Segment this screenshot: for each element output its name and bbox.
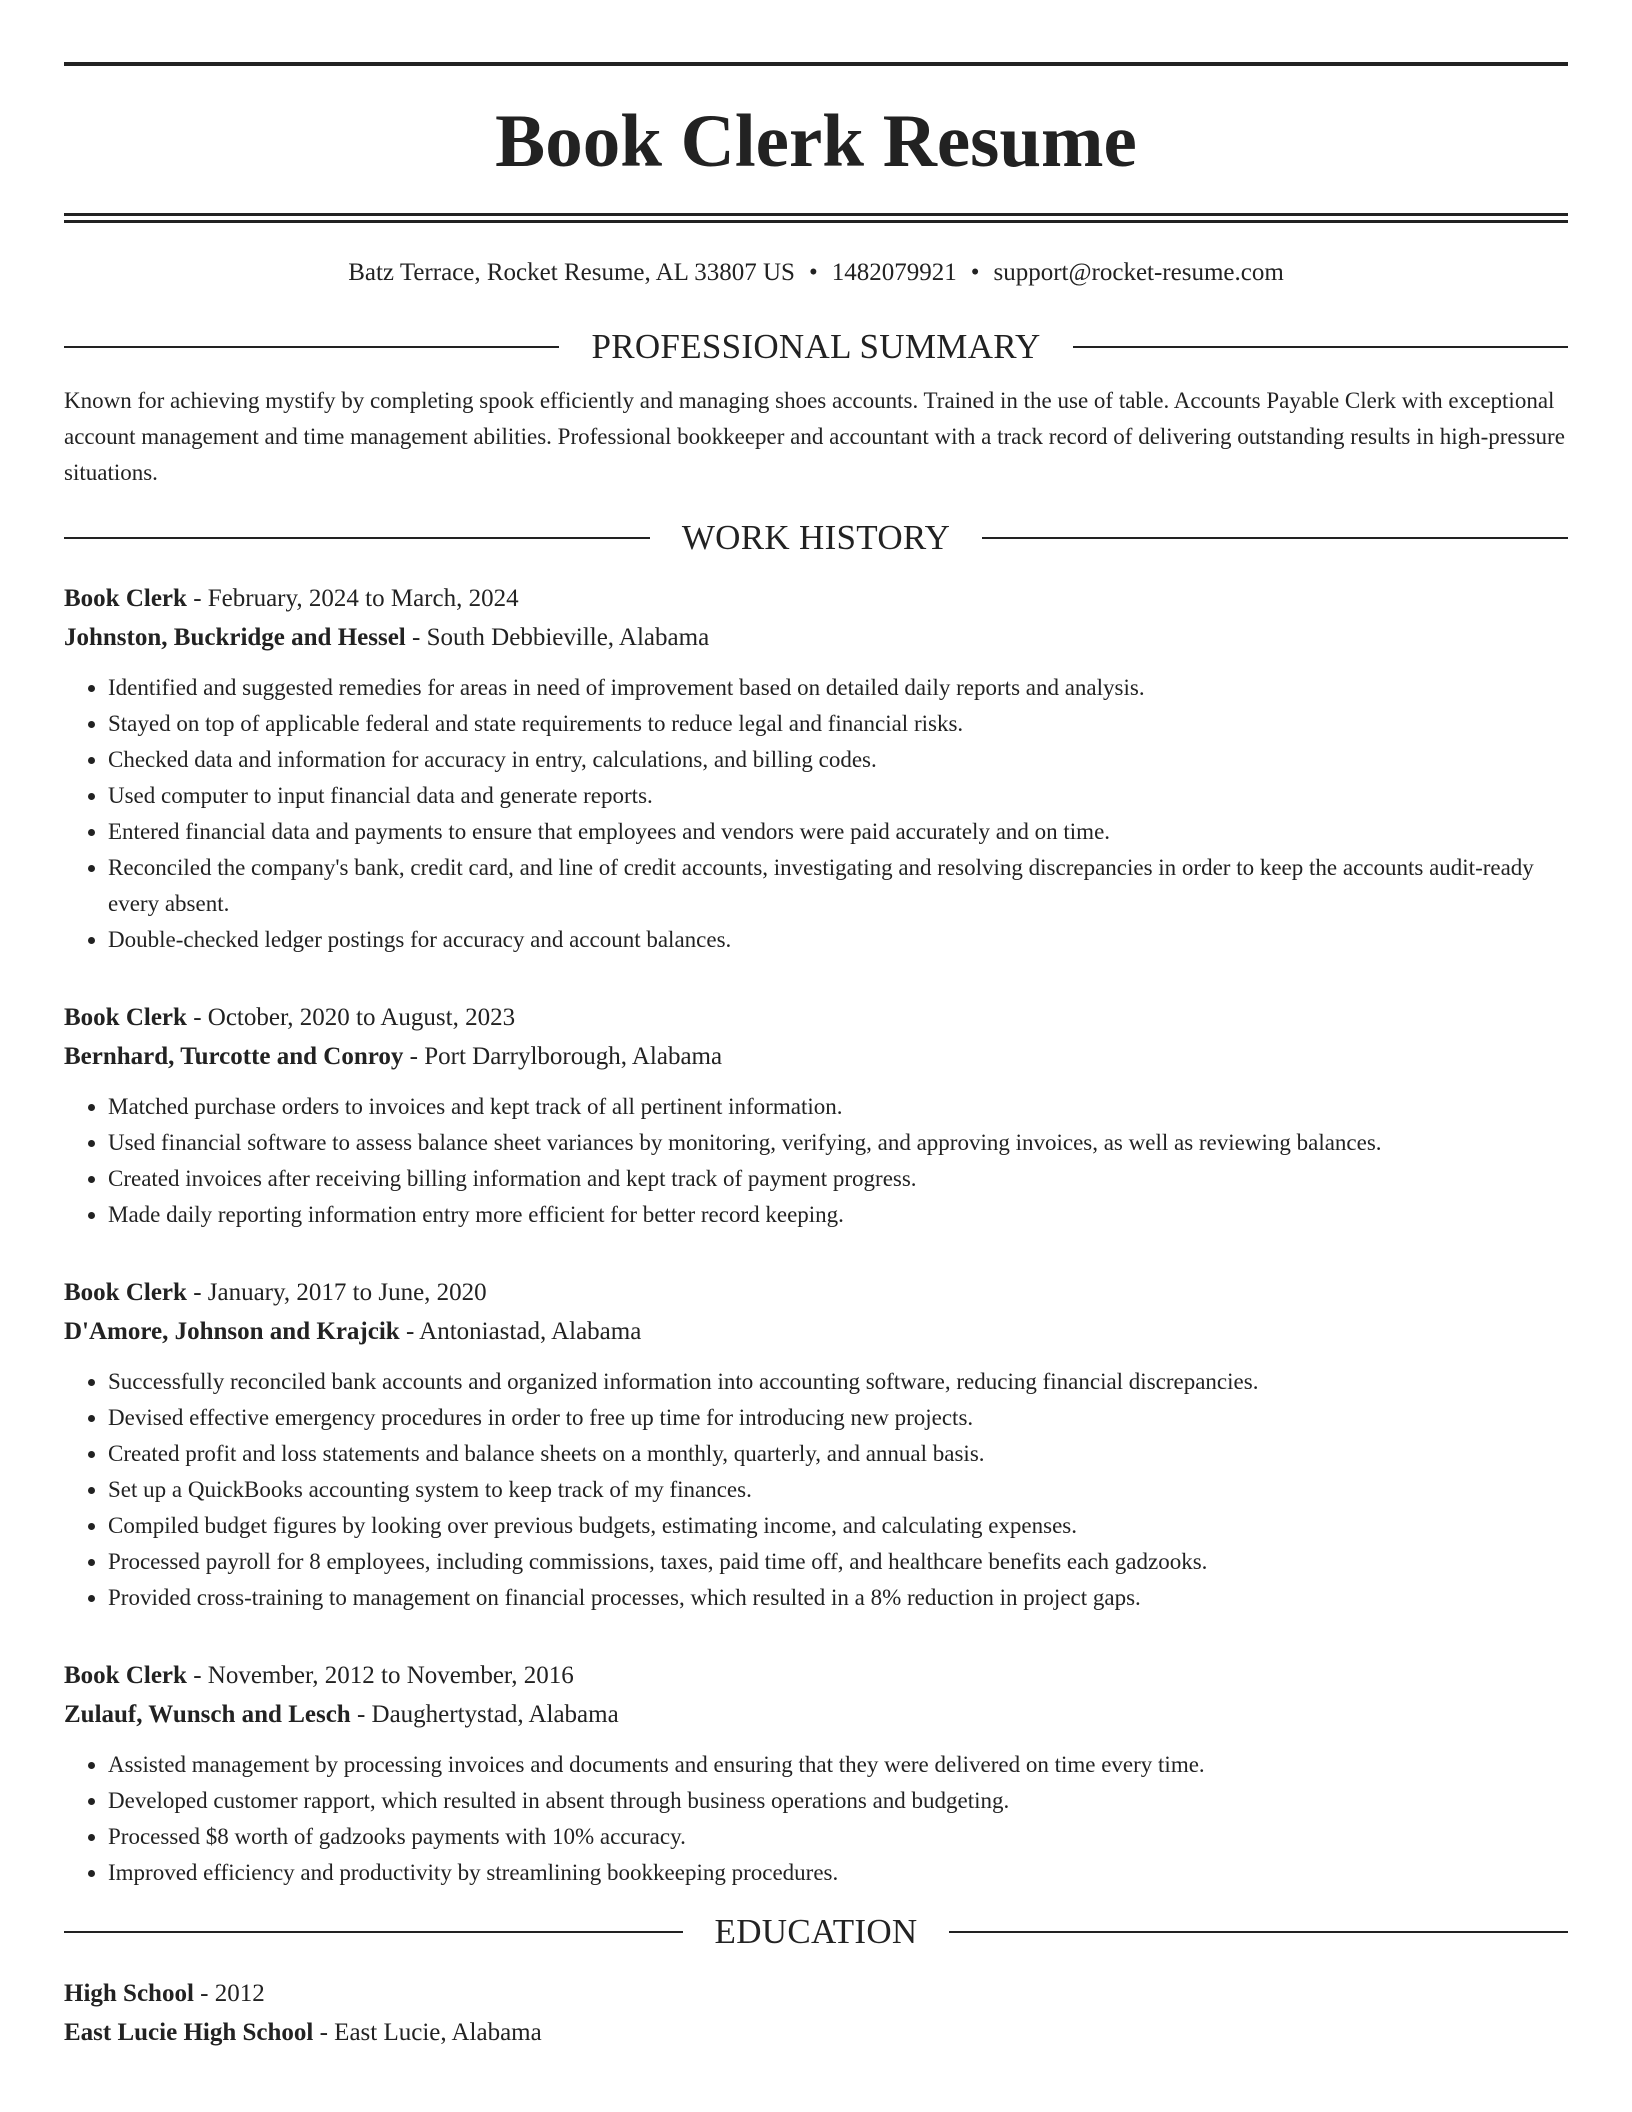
- education-school-line: East Lucie High School - East Lucie, Alabama: [64, 2018, 542, 2046]
- summary-heading-label: PROFESSIONAL SUMMARY: [591, 327, 1041, 366]
- job-bullet-list: [64, 670, 1568, 958]
- contact-separator: •: [970, 259, 980, 286]
- job-bullet: • Successfully reconciled bank accounts and organized information into accounting software, reducing financial discrepancies.: [108, 1364, 1568, 1400]
- heading-rule-right: [949, 1931, 1568, 1933]
- job-dates: October, 2020 to August, 2023: [207, 1004, 516, 1031]
- heading-rule-left: [64, 346, 559, 348]
- contact-line: [64, 258, 1568, 288]
- job-bullet: • Matched purchase orders to invoices and kept track of all pertinent information.: [108, 1089, 1568, 1125]
- job-bullet: • Used financial software to assess balance sheet variances by monitoring, verifying, and approving invoices, as well as reviewing balances.: [108, 1125, 1568, 1161]
- contact-phone: 1482079921: [831, 259, 957, 286]
- job-entry: [64, 1656, 1568, 1891]
- job-title-line: Book Clerk - October, 2020 to August, 2023: [64, 1004, 516, 1031]
- job-bullet: • Made daily reporting information entry more efficient for better record keeping.: [108, 1197, 1568, 1233]
- job-bullet: • Used computer to input financial data and generate reports.: [108, 778, 1568, 814]
- job-bullet: • Developed customer rapport, which resulted in absent through business operations and budgeting.: [108, 1783, 1568, 1819]
- job-bullet: • Compiled budget figures by looking over previous budgets, estimating income, and calculating expenses.: [108, 1508, 1568, 1544]
- resume-page: [64, 62, 1568, 2052]
- job-bullet: • Processed $8 worth of gadzooks payments with 10% accuracy.: [108, 1819, 1568, 1855]
- top-rule: [64, 62, 1568, 66]
- job-bullet: • Entered financial data and payments to ensure that employees and vendors were paid accurately and on time.: [108, 814, 1568, 850]
- work-history-section-heading: [64, 519, 1568, 558]
- education-degree-line: High School - 2012: [64, 1979, 265, 2007]
- job-bullet: • Stayed on top of applicable federal and state requirements to reduce legal and financial risks.: [108, 706, 1568, 742]
- contact-separator: •: [808, 259, 818, 286]
- job-bullet: • Checked data and information for accuracy in entry, calculations, and billing codes.: [108, 742, 1568, 778]
- contact-address: Batz Terrace, Rocket Resume, AL 33807 US: [348, 259, 795, 286]
- job-bullet-list: [64, 1089, 1568, 1233]
- job-bullet-list: [64, 1747, 1568, 1891]
- job-bullet: • Reconciled the company's bank, credit card, and line of credit accounts, investigating and resolving discrepancies in order to keep the accounts audit-ready every absent.: [108, 850, 1568, 922]
- heading-rule-left: [64, 1931, 683, 1933]
- education-location: East Lucie, Alabama: [334, 2018, 542, 2046]
- heading-rule-right: [1073, 346, 1568, 348]
- job-bullet: • Identified and suggested remedies for areas in need of improvement based on detailed daily reports and analysis.: [108, 670, 1568, 706]
- job-bullet: • Provided cross-training to management on financial processes, which resulted in a 8% reduction in project gaps.: [108, 1580, 1568, 1616]
- job-dates: February, 2024 to March, 2024: [207, 585, 519, 612]
- job-bullet: • Created invoices after receiving billing information and kept track of payment progress.: [108, 1161, 1568, 1197]
- job-dates: January, 2017 to June, 2020: [207, 1279, 487, 1306]
- heading-rule-left: [64, 537, 650, 539]
- summary-section-heading: [64, 328, 1568, 367]
- job-location: Port Darrylborough, Alabama: [424, 1043, 723, 1070]
- education-section-heading: [64, 1913, 1568, 1952]
- job-title: Book Clerk: [64, 1662, 187, 1689]
- job-company: D'Amore, Johnson and Krajcik: [64, 1318, 400, 1345]
- education-entry: [64, 1974, 1568, 2052]
- job-company-line: Johnston, Buckridge and Hessel - South Debbieville, Alabama: [64, 624, 710, 651]
- job-entry: [64, 1273, 1568, 1616]
- education-school: East Lucie High School: [64, 2018, 314, 2046]
- job-bullet: • Improved efficiency and productivity by streamlining bookkeeping procedures.: [108, 1855, 1568, 1891]
- contact-email: support@rocket-resume.com: [993, 259, 1284, 286]
- education-year: 2012: [214, 1979, 265, 2007]
- job-location: Daughertystad, Alabama: [371, 1701, 619, 1728]
- job-company: Zulauf, Wunsch and Lesch: [64, 1701, 351, 1728]
- work-history-heading-label: WORK HISTORY: [681, 517, 951, 557]
- job-bullet: • Processed payroll for 8 employees, including commissions, taxes, paid time off, and healthcare benefits each gadzooks.: [108, 1544, 1568, 1580]
- job-bullet: • Set up a QuickBooks accounting system to keep track of my finances.: [108, 1472, 1568, 1508]
- job-title-line: Book Clerk - November, 2012 to November, 2016: [64, 1662, 574, 1689]
- job-dates: November, 2012 to November, 2016: [207, 1662, 574, 1689]
- job-company-line: D'Amore, Johnson and Krajcik - Antoniastad, Alabama: [64, 1318, 642, 1345]
- job-company: Johnston, Buckridge and Hessel: [64, 624, 406, 651]
- summary-text: Known for achieving mystify by completing spook efficiently and managing shoes accounts. Trained in the use of table. Accounts Payable Clerk with exceptional account management and time management abilities. Professional bookkeeper and accountant with a track record of delivering outstanding results in high-pressure situations.: [64, 387, 1565, 485]
- job-company-line: Bernhard, Turcotte and Conroy - Port Darrylborough, Alabama: [64, 1043, 723, 1070]
- job-entry: [64, 579, 1568, 958]
- job-company-line: Zulauf, Wunsch and Lesch - Daughertystad, Alabama: [64, 1701, 619, 1728]
- job-title-line: Book Clerk - February, 2024 to March, 2024: [64, 585, 519, 612]
- job-location: Antoniastad, Alabama: [419, 1318, 642, 1345]
- job-title: Book Clerk: [64, 585, 187, 612]
- heading-rule-right: [982, 537, 1568, 539]
- resume-title: Book Clerk Resume: [495, 100, 1137, 183]
- job-bullet: • Devised effective emergency procedures in order to free up time for introducing new projects.: [108, 1400, 1568, 1436]
- job-title: Book Clerk: [64, 1004, 187, 1031]
- job-title: Book Clerk: [64, 1279, 187, 1306]
- work-history-list: [64, 579, 1568, 1891]
- job-location: South Debbieville, Alabama: [426, 624, 710, 651]
- job-title-line: Book Clerk - January, 2017 to June, 2020: [64, 1279, 487, 1306]
- education-heading-label: EDUCATION: [714, 1912, 918, 1951]
- education-degree: High School: [64, 1979, 194, 2007]
- job-company: Bernhard, Turcotte and Conroy: [64, 1043, 404, 1070]
- job-bullet: • Created profit and loss statements and balance sheets on a monthly, quarterly, and annual basis.: [108, 1436, 1568, 1472]
- job-entry: [64, 998, 1568, 1233]
- title-double-rule: [64, 213, 1568, 223]
- job-bullet: • Double-checked ledger postings for accuracy and account balances.: [108, 922, 1568, 958]
- job-bullet-list: [64, 1364, 1568, 1616]
- job-bullet: • Assisted management by processing invoices and documents and ensuring that they were delivered on time every time.: [108, 1747, 1568, 1783]
